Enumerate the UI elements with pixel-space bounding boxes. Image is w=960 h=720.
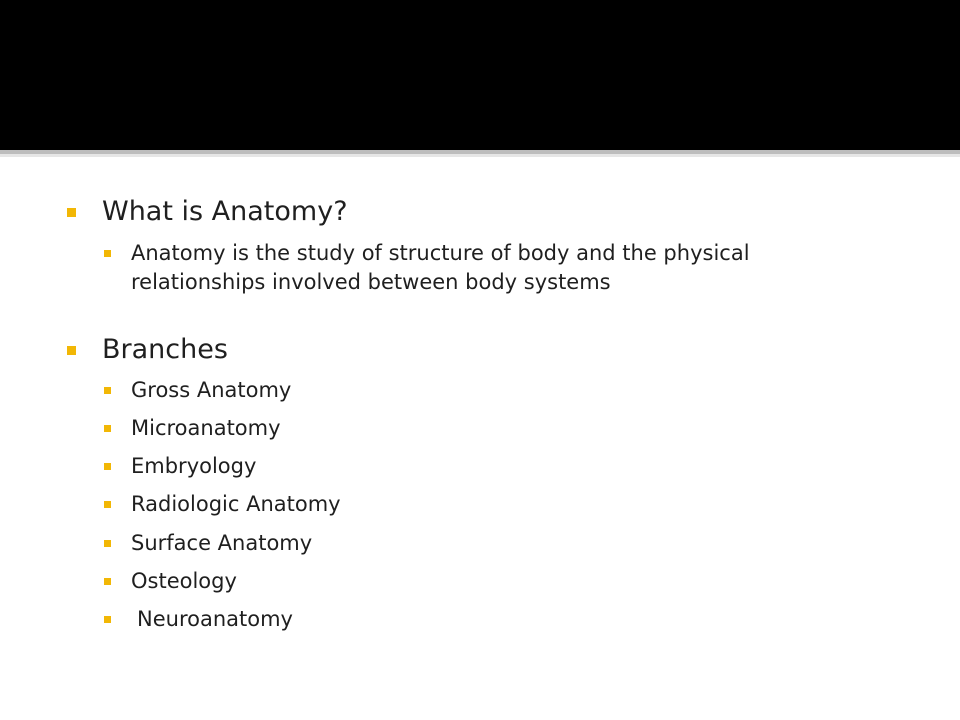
sub-bullet-label: Osteology: [131, 569, 237, 593]
square-bullet-icon: [104, 463, 111, 470]
square-bullet-icon: [67, 346, 76, 355]
sub-bullet-surface-anatomy: [104, 529, 312, 558]
square-bullet-icon: [104, 616, 111, 623]
sub-bullet-label: Neuroanatomy: [137, 607, 293, 631]
bullet-label: Branches: [102, 334, 228, 365]
square-bullet-icon: [104, 578, 111, 585]
bullet-label: What is Anatomy?: [102, 196, 348, 227]
bullet-branches: [67, 334, 228, 366]
sub-bullet-gross-anatomy: [104, 376, 291, 405]
sub-bullet-label: Microanatomy: [131, 416, 281, 440]
sub-bullet-osteology: [104, 567, 237, 596]
definition-text: [131, 239, 750, 297]
square-bullet-icon: [67, 208, 76, 217]
sub-bullet-radiologic-anatomy: [104, 490, 341, 519]
sub-bullet-label: Gross Anatomy: [131, 378, 292, 402]
square-bullet-icon: [104, 540, 111, 547]
sub-bullet-label: Surface Anatomy: [131, 531, 313, 555]
sub-bullet-label: Radiologic Anatomy: [131, 492, 341, 516]
sub-bullet-definition: [104, 239, 750, 297]
sub-bullet-microanatomy: [104, 414, 281, 443]
bullet-what-is-anatomy: [67, 196, 348, 228]
sub-bullet-embryology: [104, 452, 256, 481]
sub-bullet-neuroanatomy: [104, 605, 293, 634]
square-bullet-icon: [104, 501, 111, 508]
square-bullet-icon: [104, 250, 111, 257]
sub-bullet-label: Embryology: [131, 454, 257, 478]
definition-line-2: relationships involved between body systems: [131, 270, 611, 294]
definition-line-1: Anatomy is the study of structure of body and the physical: [131, 241, 750, 265]
square-bullet-icon: [104, 387, 111, 394]
square-bullet-icon: [104, 425, 111, 432]
